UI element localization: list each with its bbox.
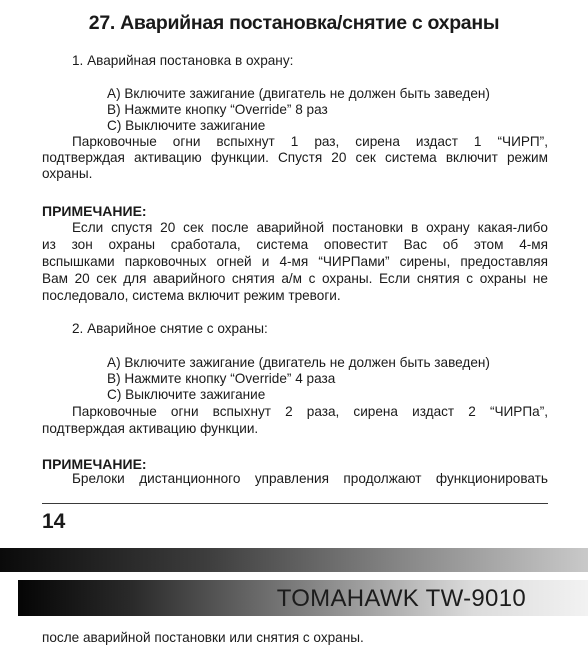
part1-step-a: А) Включите зажигание (двигатель не должен быть заведен) bbox=[107, 86, 490, 101]
footer-divider bbox=[42, 503, 548, 504]
note1-line: из зон охраны сработала, система оповестит Вас об этом 4-мя bbox=[42, 237, 548, 252]
brand-label: TOMAHAWK TW-9010 bbox=[276, 585, 526, 612]
continuation-text: после аварийной постановки или снятия с охраны. bbox=[42, 630, 364, 645]
part1-paragraph-line: охраны. bbox=[42, 166, 93, 181]
page-number: 14 bbox=[42, 510, 66, 533]
note1-heading: ПРИМЕЧАНИЕ: bbox=[42, 203, 147, 219]
part1-paragraph-line: Парковочные огни вспыхнут 1 раз, сирена издаст 1 “ЧИРП”, bbox=[72, 134, 548, 149]
part1-step-c: C) Выключите зажигание bbox=[107, 118, 266, 133]
part1-paragraph-line: подтверждая активацию функции. Спустя 20 сек система включит режим bbox=[42, 150, 548, 165]
part2-step-b: B) Нажмите кнопку “Override” 4 раза bbox=[107, 371, 336, 386]
note2-line: Брелоки дистанционного управления продолжают функционировать bbox=[72, 471, 548, 486]
part2-step-c: C) Выключите зажигание bbox=[107, 387, 266, 402]
part2-step-a: А) Включите зажигание (двигатель не должен быть заведен) bbox=[107, 355, 490, 370]
part2-paragraph-line: Парковочные огни вспыхнут 2 раза, сирена издаст 2 “ЧИРПа”, bbox=[72, 404, 548, 419]
part2-heading: 2. Аварийное снятие с охраны: bbox=[72, 321, 268, 336]
note1-line: вспышками парковочных огней и 4-мя “ЧИРПами” сирены, предоставляя bbox=[42, 254, 548, 269]
decorative-band bbox=[0, 548, 588, 572]
note1-line: последовало, система включит режим тревоги. bbox=[42, 288, 341, 303]
part1-heading: 1. Аварийная постановка в охрану: bbox=[72, 53, 294, 68]
section-title: 27. Аварийная постановка/снятие с охраны bbox=[88, 12, 500, 34]
note1-line: Вам 20 сек для аварийного снятия а/м с охраны. Если снятия с охраны не bbox=[42, 271, 548, 286]
note2-heading: ПРИМЕЧАНИЕ: bbox=[42, 456, 147, 472]
band-separator bbox=[0, 572, 588, 580]
part2-paragraph-line: подтверждая активацию функции. bbox=[42, 421, 259, 436]
brand-band bbox=[18, 580, 588, 616]
part1-step-b: B) Нажмите кнопку “Override” 8 раз bbox=[107, 102, 328, 117]
note1-line: Если спустя 20 сек после аварийной постановки в охрану какая-либо bbox=[72, 220, 548, 235]
